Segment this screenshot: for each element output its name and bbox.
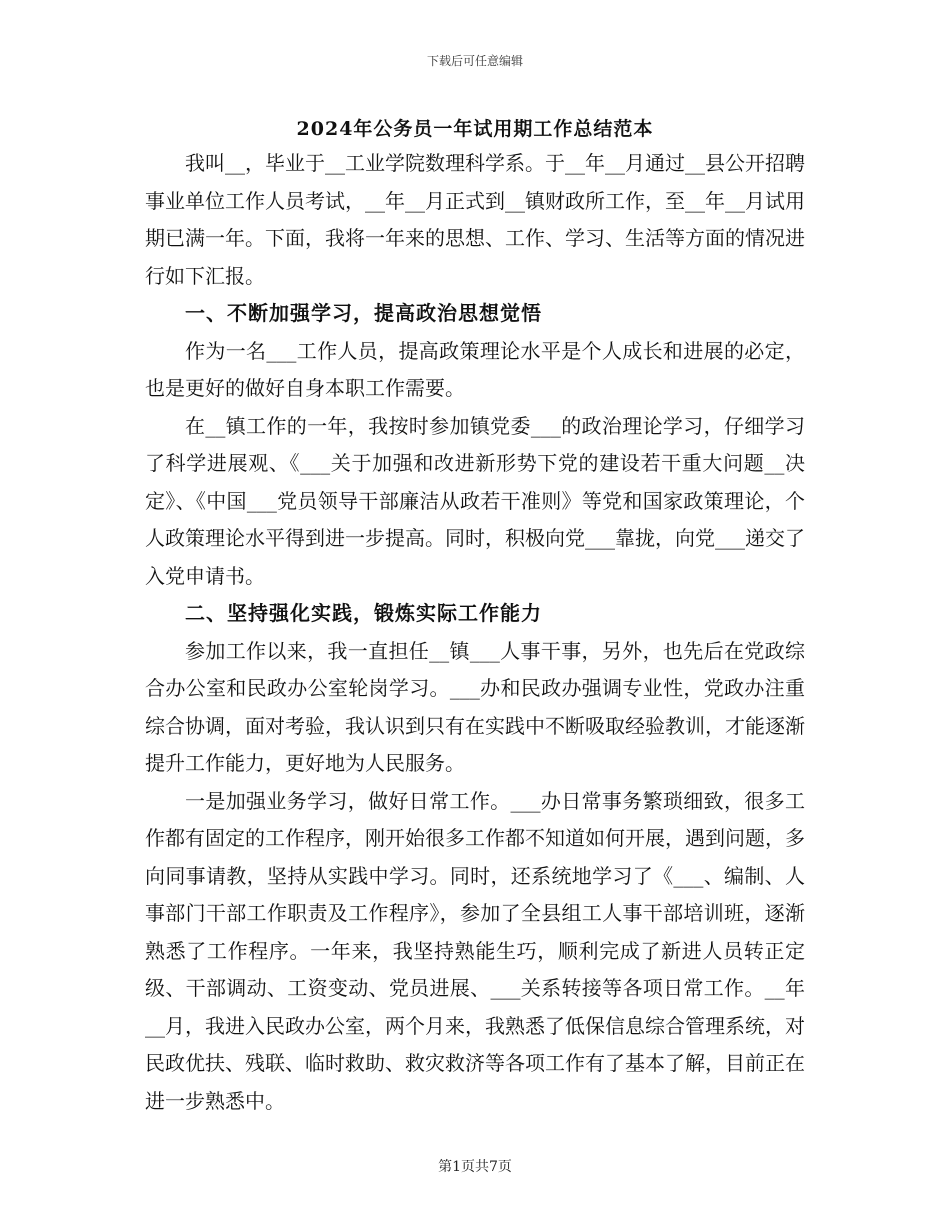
section-heading-1: 一、不断加强学习，提高政治思想觉悟	[185, 301, 542, 325]
document-title: 2024年公务员一年试用期工作总结范本	[296, 118, 654, 140]
section-heading-2: 二、坚持强化实践，锻炼实际工作能力	[185, 601, 542, 625]
body-paragraph: 一是加强业务学习，做好日常工作。___办日常事务繁琐细致，很多工作都有固定的工作程序，刚开始很多工作都不知道如何开展，遇到问题，多向同事请教，坚持从实践中学习。同时，还系统地学习了《___、编制、人事部门干部工作职责及工作程序》，参加了全县组工人事干部培训班，逐渐熟悉了工作程序。一年来，我坚持熟能生巧，顺利完成了新进人员转正定级、干部调动、工资变动、党员进展、___关系转接等各项日常工作。__年__月，我进入民政办公室，两个月来，我熟悉了低保信息综合管理系统，对民政优扶、残联、临时救助、救灾救济等各项工作有了基本了解，目前正在进一步熟悉中。	[145, 788, 805, 1113]
body-paragraph: 参加工作以来，我一直担任__镇___人事干事，另外，也先后在党政综合办公室和民政办公室轮岗学习。___办和民政办强调专业性，党政办注重综合协调，面对考验，我认识到只有在实践中不断吸取经验教训，才能逐渐提升工作能力，更好地为人民服务。	[145, 638, 805, 775]
document-body	[145, 145, 805, 1120]
body-paragraph: 作为一名___工作人员，提高政策理论水平是个人成长和进展的必定，也是更好的做好自身本职工作需要。	[145, 338, 805, 400]
page-header-note: 下载后可任意编辑	[426, 54, 523, 68]
body-paragraph: 在__镇工作的一年，我按时参加镇党委___的政治理论学习，仔细学习了科学进展观、《___关于加强和改进新形势下党的建设若干重大问题__决定》、《中国___党员领导干部廉洁从政若干准则》等党和国家政策理论，个人政策理论水平得到进一步提高。同时，积极向党___靠拢，向党___递交了入党申请书。	[145, 413, 805, 588]
page-number: 第1页共7页	[438, 1159, 512, 1175]
intro-paragraph: 我叫__，毕业于__工业学院数理科学系。于__年__月通过__县公开招聘事业单位工作人员考试，__年__月正式到__镇财政所工作，至__年__月试用期已满一年。下面，我将一年来的思想、工作、学习、生活等方面的情况进行如下汇报。	[145, 151, 805, 288]
